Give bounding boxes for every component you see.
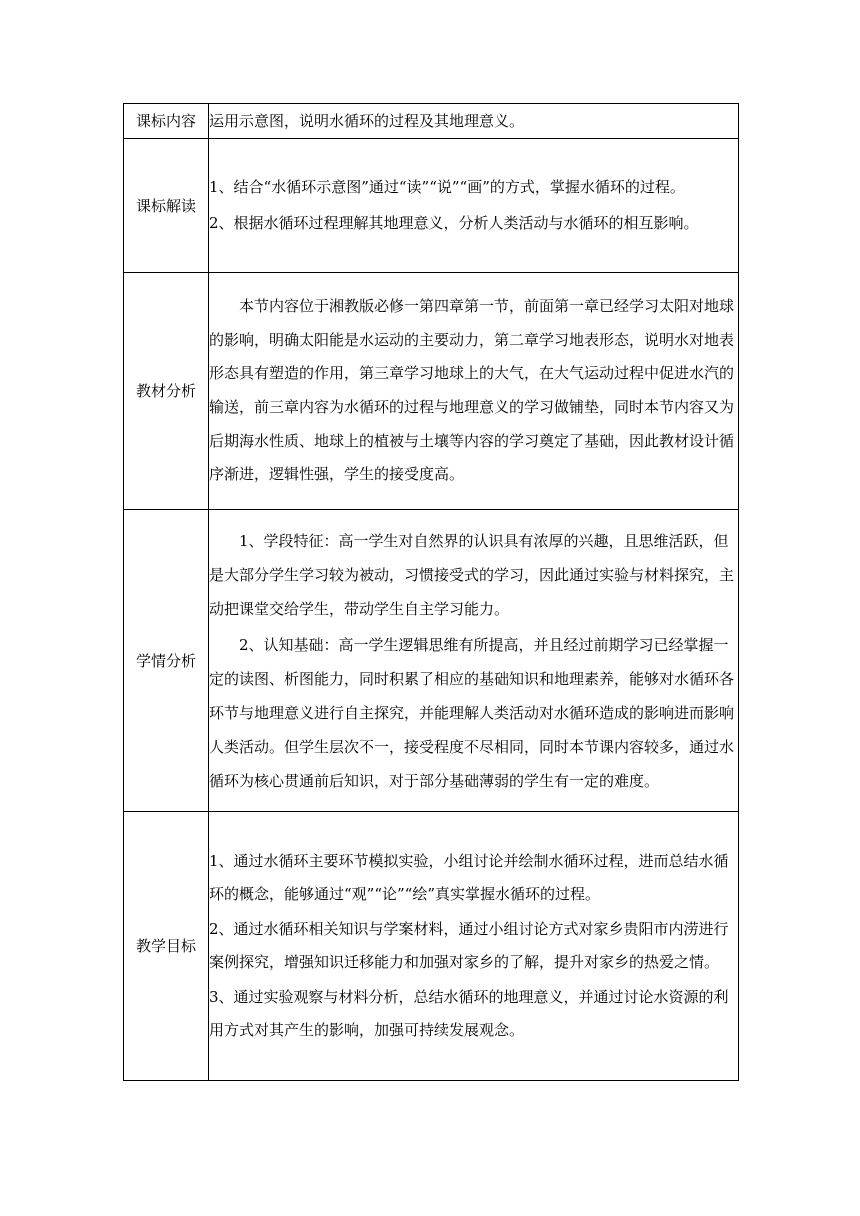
row-content [209,510,739,812]
content-paragraph: 运用示意图，说明水循环的过程及其地理意义。 [209,112,525,130]
table-row-textbook-analysis [124,273,739,510]
table-row-teaching-goals [124,812,739,1081]
row-label: 课标内容 [124,104,209,139]
row-content [209,273,739,510]
row-label: 课标解读 [124,139,209,273]
row-content [209,139,739,273]
row-content [209,812,739,1081]
content-paragraph: 1、结合“水循环示意图”通过“读”“说”“画”的方式，掌握水循环的过程。 [209,177,685,196]
content-paragraph: 1、学段特征：高一学生对自然界的认识具有浓厚的兴趣，且思维活跃，但是大部分学生学习较为被动，习惯接受式的学习，因此通过实验与材料探究，主动把课堂交给学生，带动学生自主学习能力。 [209,531,735,618]
row-label: 教材分析 [124,273,209,510]
row-content [209,104,739,139]
content-paragraph: 2、根据水循环过程理解其地理意义，分析人类活动与水循环的相互影响。 [209,213,699,232]
row-label: 教学目标 [124,812,209,1081]
row-label: 学情分析 [124,510,209,812]
table-row-standard-interpretation [124,139,739,273]
content-paragraph: 2、通过水循环相关知识与学案材料，通过小组讨论方式对家乡贵阳市内涝进行案例探究，增强知识迁移能力和加强对家乡的了解，提升对家乡的热爱之情。 [209,920,729,971]
content-paragraph: 2、认知基础：高一学生逻辑思维有所提高，并且经过前期学习已经掌握一定的读图、析图能力，同时积累了相应的基础知识和地理素养，能够对水循环各环节与地理意义进行自主探究，并能理解人类活动对水循环造成的影响进而影响人类活动。但学生层次不一，接受程度不尽相同，同时本节课内容较多，通过水循环为核心贯通前后知识，对于部分基础薄弱的学生有一定的难度。 [209,635,735,790]
table-row-student-analysis [124,510,739,812]
table-row-curriculum-standard [124,104,739,139]
content-paragraph: 1、通过水循环主要环节模拟实验，小组讨论并绘制水循环过程，进而总结水循环的概念，能够通过“观”“论”“绘”真实掌握水循环的过程。 [209,852,729,903]
content-paragraph: 3、通过实验观察与材料分析，总结水循环的地理意义，并通过讨论水资源的利用方式对其产生的影响，加强可持续发展观念。 [209,988,729,1039]
content-paragraph: 本节内容位于湘教版必修一第四章第一节，前面第一章已经学习太阳对地球的影响，明确太阳能是水运动的主要动力，第二章学习地表形态，说明水对地表形态具有塑造的作用，第三章学习地球上的大气，在大气运动过程中促进水汽的输送，前三章内容为水循环的过程与地理意义的学习做铺垫，同时本节内容又为后期海水性质、地球上的植被与土壤等内容的学习奠定了基础，因此教材设计循序渐进，逻辑性强，学生的接受度高。 [209,297,735,484]
lesson-plan-table [123,103,739,1081]
